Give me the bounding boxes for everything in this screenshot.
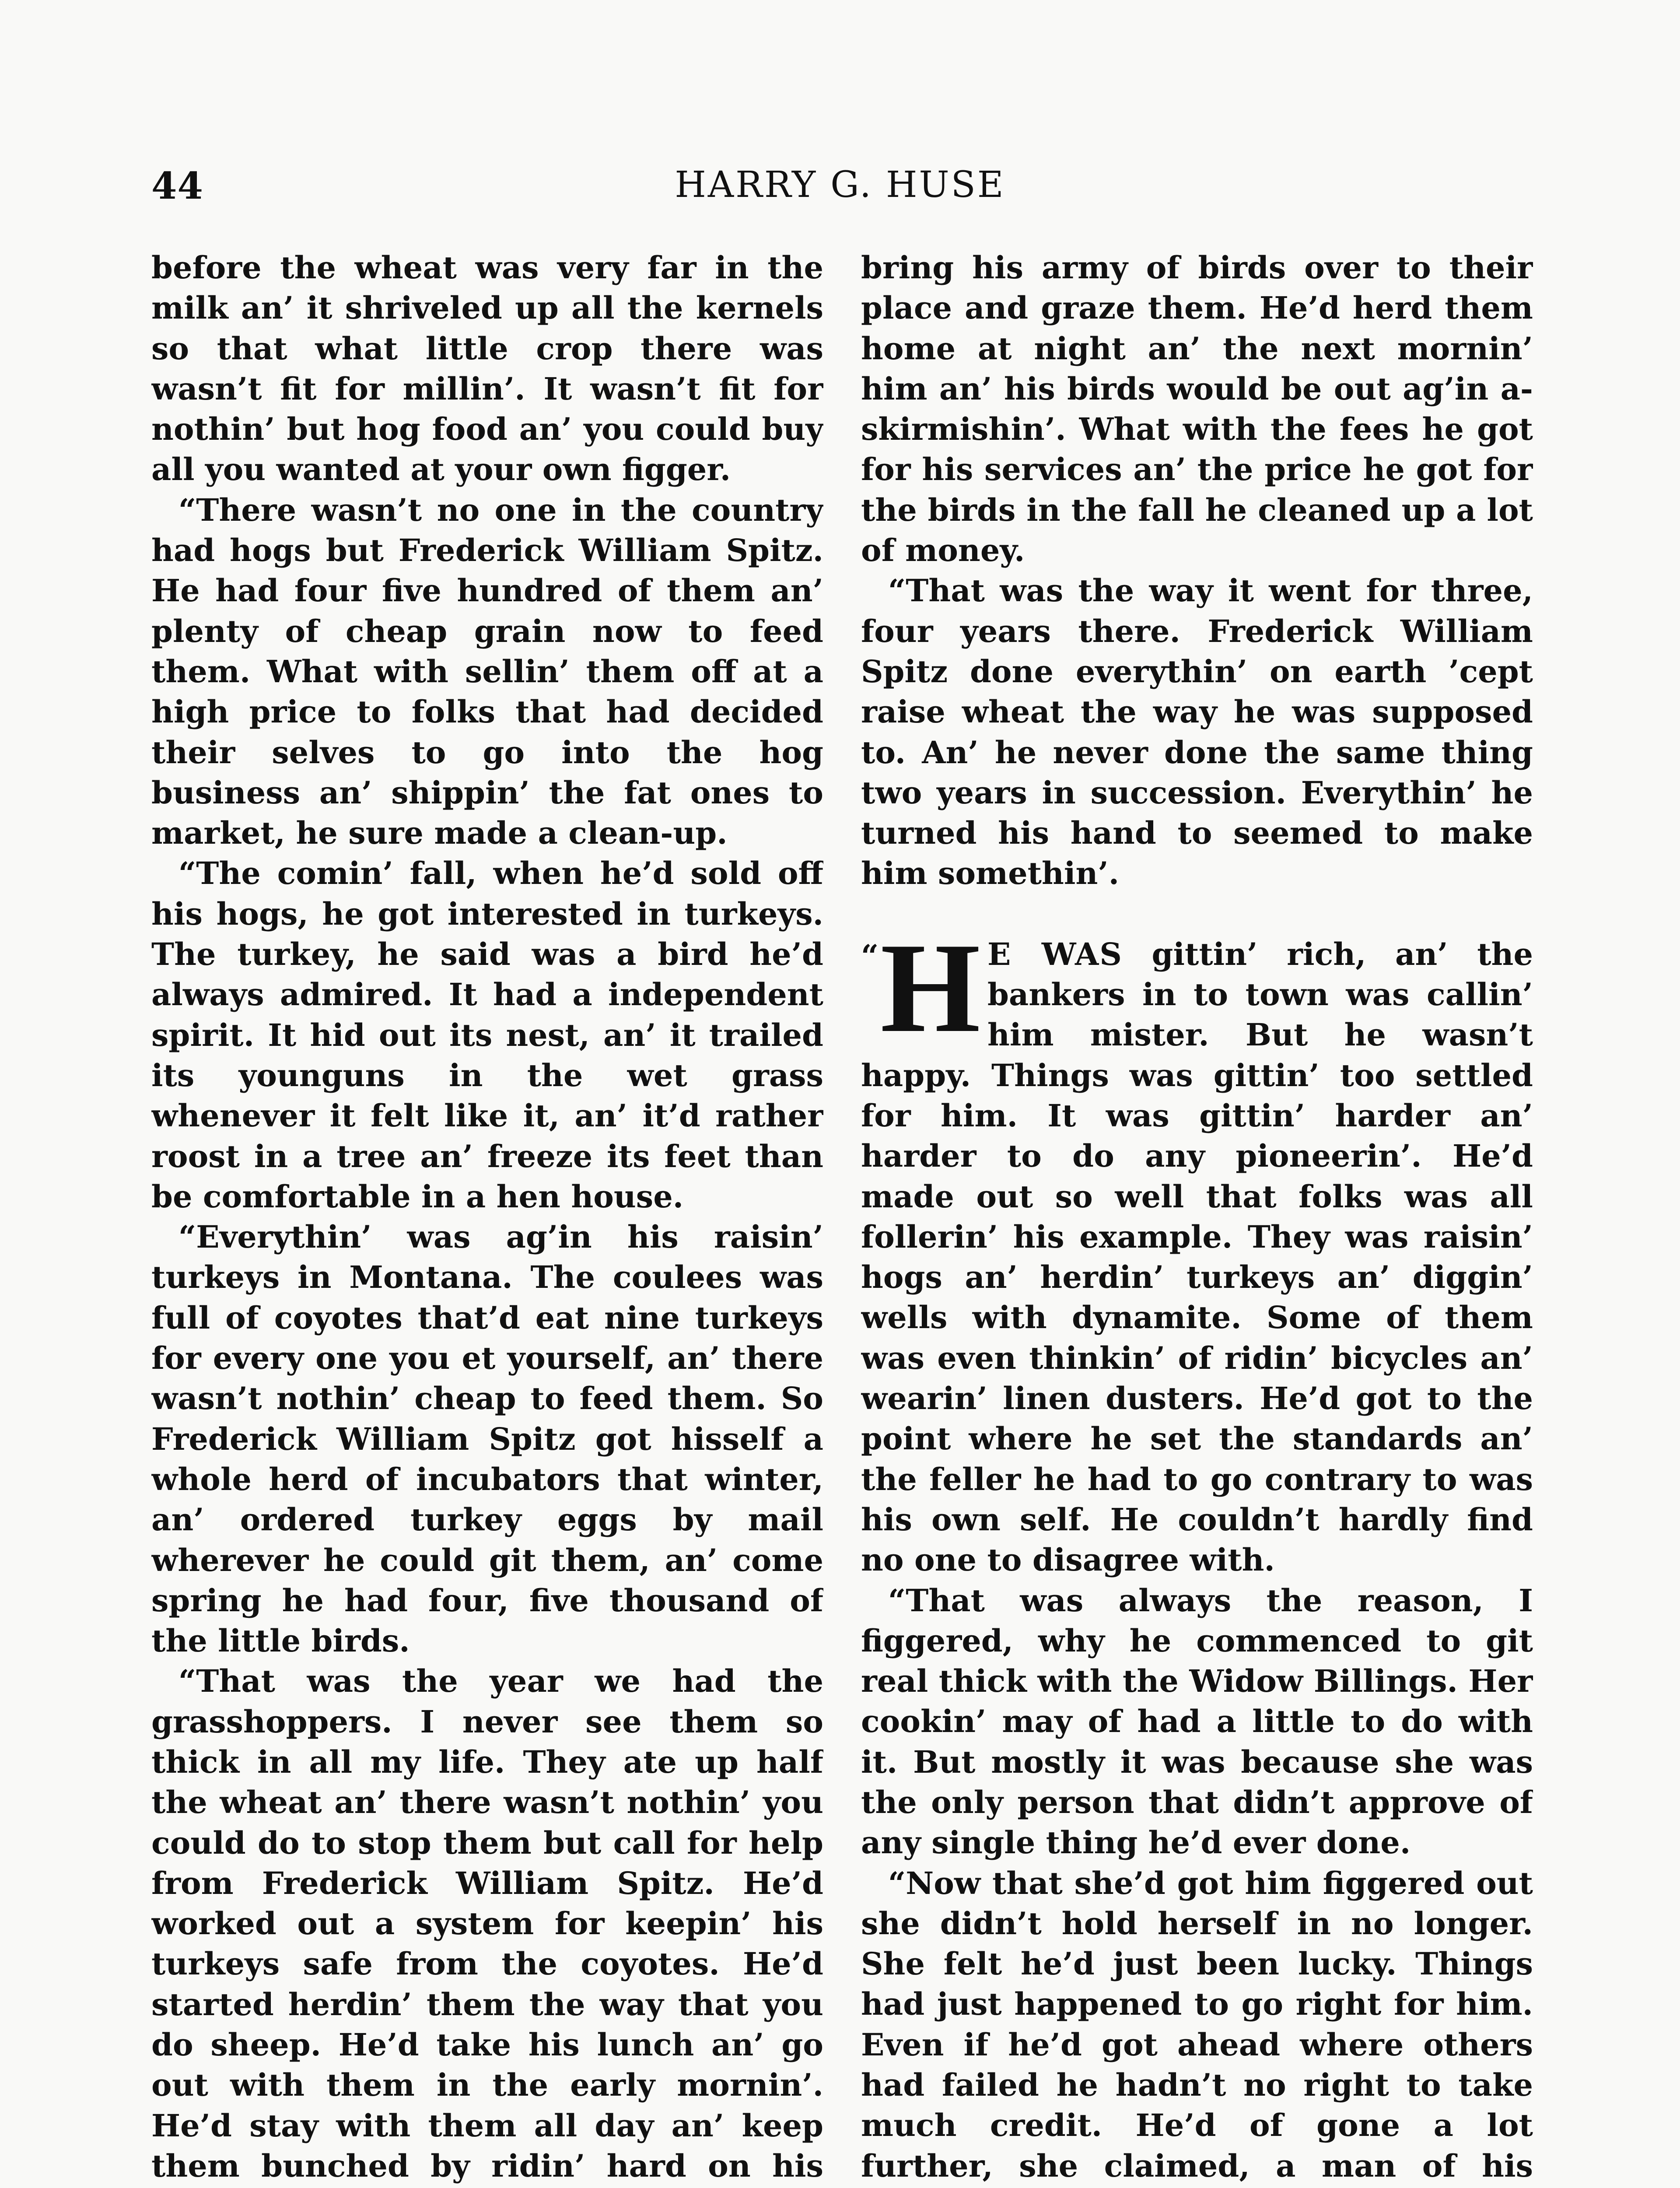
dropcap-caps-text: E WAS xyxy=(987,936,1123,972)
dropcap-quote: “ xyxy=(861,937,879,974)
left-paragraph-4: “Everythin’ was ag’in his raisin’ turkeys in Montana. The coulees was full of coyotes that’d eat nine turkeys for every one you et yourself, an’ there wasn’t nothin’ cheap to feed them. So Frederick William Spitz got hisself a whole herd of incubators that winter, an’ ordered turkey eggs by mail wherever he could git them, an’ come spring he had four, five thousand of the little birds. xyxy=(151,1219,823,1659)
right-paragraph-2: “That was the way it went for three, four years there. Frederick William Spitz done everythin’ on earth ’cept raise wheat the way he was supposed to. An’ he never done the same thing two years in succession. Everythin’ he turned his hand to seemed to make him somethin’. xyxy=(861,572,1533,892)
right-dropcap-paragraph xyxy=(861,916,1533,1581)
left-paragraph-3: “The comin’ fall, when he’d sold off his hogs, he got interested in turkeys. The turkey, he said was a bird he’d always admired. It had a independent spirit. It hid out its nest, an’ it trailed its younguns in the wet grass whenever it felt like it, an’ it’d rather roost in a tree an’ freeze its feet than be comfortable in a hen house. xyxy=(151,855,823,1215)
right-text-column xyxy=(861,248,1533,2188)
page-number: 44 xyxy=(151,164,203,207)
page-header xyxy=(151,164,1529,217)
left-paragraph-2: “There wasn’t no one in the country had hogs but Frederick William Spitz. He had four five hundred of them an’ plenty of cheap grain now to feed them. What with sellin’ them off at a high price to folks that had decided their selves to go into the hog business an’ shippin’ the fat ones to market, he sure made a clean-up. xyxy=(151,491,823,852)
right-paragraph-4: “That was always the reason, I figgered, why he commenced to git real thick with the Widow Billings. Her cookin’ may of had a little to do with it. But mostly it was because she was the only person that didn’t approve of any single thing he’d ever done. xyxy=(861,1582,1533,1861)
left-text-column xyxy=(151,248,823,2188)
right-paragraph-1: bring his army of birds over to their place and graze them. He’d herd them home at night an’ the next mornin’ him an’ his birds would be out ag’in a-skirmishin’. What with the fees he got for his services an’ the price he got for the birds in the fall he cleaned up a lot of money. xyxy=(861,249,1533,569)
dropcap-paragraph-text: gittin’ rich, an’ the bankers in to town was callin’ him mister. But he wasn’t happy. Things was gittin’ too settled for him. It was gittin’ harder an’ harder to do any pioneerin’. He’d made out so well that folks was all follerin’ his example. They was raisin’ hogs an’ herdin’ turkeys an’ diggin’ wells with dynamite. Some of them was even thinkin’ of ridin’ bicycles an’ wearin’ linen dusters. He’d got to the point where he set the standards an’ the feller he had to go contrary to was his own self. He couldn’t hardly find no one to disagree with. xyxy=(861,936,1533,1578)
running-head: HARRY G. HUSE xyxy=(675,164,1005,206)
right-paragraph-5: “Now that she’d got him figgered out she didn’t hold herself in no longer. She felt he’d just been lucky. Things had just happened to go right for him. Even if he’d got ahead where others had failed he hadn’t no right to take much credit. He’d of gone a lot further, she claimed, a man of his xyxy=(861,1865,1533,2184)
left-paragraph-5: “That was the year we had the grasshoppers. I never see them so thick in all my life. They ate up half the wheat an’ there wasn’t nothin’ you could do to stop them but call for help from Frederick William Spitz. He’d worked out a system for keepin’ his turkeys safe from the coyotes. He’d started herdin’ them the way that you do sheep. He’d take his lunch an’ go out with them in the early mornin’. He’d stay with them all day an’ keep them bunched by ridin’ hard on his xyxy=(151,1663,823,2184)
dropcap xyxy=(861,916,980,1059)
dropcap-letter: H xyxy=(880,916,980,1059)
left-paragraph-1: before the wheat was very far in the milk an’ it shriveled up all the kernels so that what little crop there was wasn’t fit for millin’. It wasn’t fit for nothin’ but hog food an’ you could buy all you wanted at your own figger. xyxy=(151,249,823,488)
